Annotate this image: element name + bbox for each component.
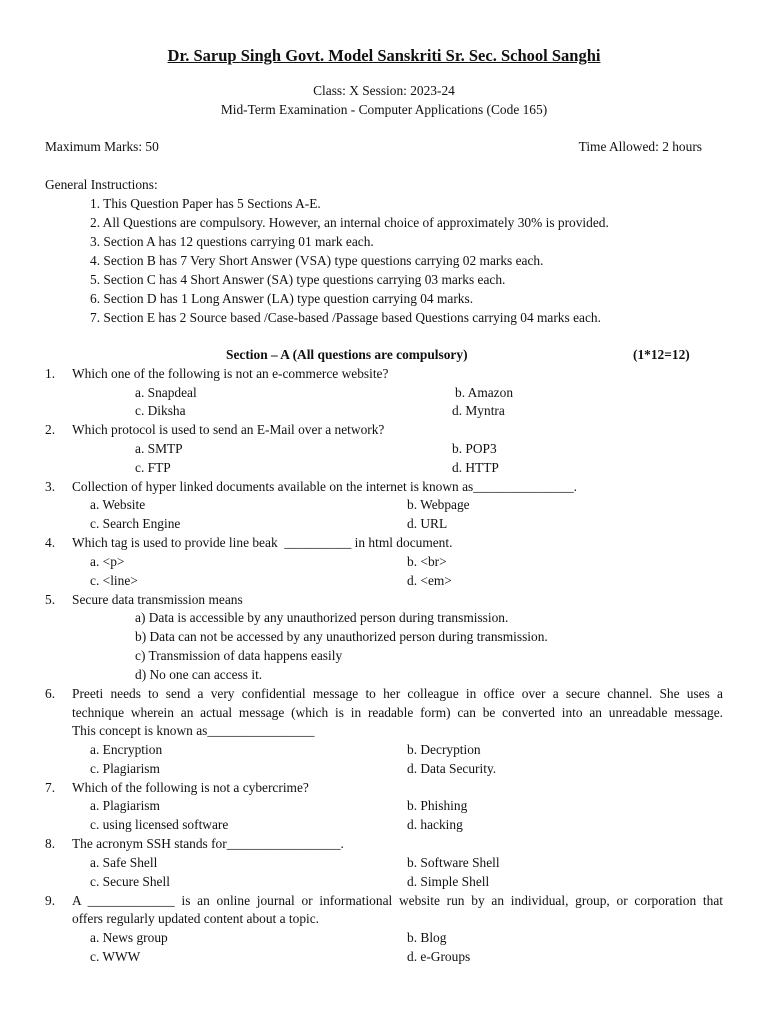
option-d: d. Data Security.: [407, 761, 497, 776]
question-1: [0, 366, 768, 384]
option-d: d. Simple Shell: [407, 874, 490, 889]
option-c: c. Diksha: [135, 403, 186, 418]
option-d: d. <em>: [407, 573, 452, 588]
instruction-item: 5. Section C has 4 Short Answer (SA) type questions carrying 03 marks each.: [90, 272, 506, 287]
option-a: a. Website: [90, 497, 146, 512]
question-number: 4.: [45, 535, 56, 550]
option-b: b. POP3: [452, 441, 497, 456]
maximum-marks: Maximum Marks: 50: [45, 139, 159, 154]
question-2: [0, 422, 768, 440]
option-b: b. <br>: [407, 554, 447, 569]
instruction-item: 4. Section B has 7 Very Short Answer (VSA) type questions carrying 02 marks each.: [90, 253, 544, 268]
question-text: Which tag is used to provide line beak __________ in html document.: [72, 535, 453, 550]
option-c: c. FTP: [135, 460, 171, 475]
option-a: a. Safe Shell: [90, 855, 158, 870]
option-b: b. Decryption: [407, 742, 481, 757]
option-c: c. Plagiarism: [90, 761, 160, 776]
option-a: a. Encryption: [90, 742, 163, 757]
option-d: d. hacking: [407, 817, 463, 832]
question-4: [0, 535, 768, 553]
option-d: d. Myntra: [452, 403, 505, 418]
question-text-line: technique wherein an actual message (which is in readable form) can be converted into an unreadable message.: [72, 705, 723, 720]
exam-title: Mid-Term Examination - Computer Applications (Code 165): [220, 102, 548, 117]
question-text: Secure data transmission means: [72, 592, 243, 607]
question-text-line: Preeti needs to send a very confidential message to her colleague in office over a secure channel. She uses a: [72, 686, 723, 701]
question-text: Which protocol is used to send an E-Mail over a network?: [72, 422, 385, 437]
question-5: [0, 592, 768, 610]
option-b: b. Webpage: [407, 497, 470, 512]
question-text: Which of the following is not a cybercrime?: [72, 780, 309, 795]
option-c: c. Search Engine: [90, 516, 181, 531]
option-a: a. Snapdeal: [135, 385, 197, 400]
option-c: c. WWW: [90, 949, 141, 964]
question-3: [0, 479, 768, 497]
question-text: The acronym SSH stands for_________________.: [72, 836, 344, 851]
question-number: 6.: [45, 686, 56, 701]
option-a: a. Plagiarism: [90, 798, 160, 813]
option-d: d) No one can access it.: [135, 667, 263, 682]
question-number: 7.: [45, 780, 56, 795]
option-b: b. Blog: [407, 930, 447, 945]
question-number: 2.: [45, 422, 56, 437]
section-a-title: Section – A (All questions are compulsory): [226, 347, 468, 362]
instructions-heading: General Instructions:: [45, 177, 158, 192]
option-d: d. URL: [407, 516, 448, 531]
option-d: d. e-Groups: [407, 949, 471, 964]
question-text-line: A _____________ is an online journal or informational website run by an individual, group, or corporation that: [72, 893, 723, 908]
question-number: 5.: [45, 592, 56, 607]
option-a: a. <p>: [90, 554, 125, 569]
question-number: 1.: [45, 366, 56, 381]
question-text: Collection of hyper linked documents available on the internet is known as_______________.: [72, 479, 578, 494]
option-d: d. HTTP: [452, 460, 499, 475]
instruction-item: 7. Section E has 2 Source based /Case-based /Passage based Questions carrying 04 marks each.: [90, 310, 601, 325]
option-c: c. <line>: [90, 573, 138, 588]
instruction-item: 3. Section A has 12 questions carrying 01 mark each.: [90, 234, 374, 249]
option-b: b) Data can not be accessed by any unauthorized person during transmission.: [135, 629, 548, 644]
question-number: 8.: [45, 836, 56, 851]
instruction-item: 2. All Questions are compulsory. However, an internal choice of approximately 30% is provided.: [90, 215, 609, 230]
option-a: a. News group: [90, 930, 168, 945]
option-a: a. SMTP: [135, 441, 183, 456]
question-number: 3.: [45, 479, 56, 494]
option-c: c. using licensed software: [90, 817, 229, 832]
question-text-line: This concept is known as________________: [72, 723, 315, 738]
question-text-line: offers regularly updated content about a topic.: [72, 911, 320, 926]
question-8: [0, 836, 768, 854]
option-b: b. Software Shell: [407, 855, 500, 870]
section-a-marks: (1*12=12): [633, 347, 690, 362]
time-allowed: Time Allowed: 2 hours: [578, 139, 702, 154]
instruction-item: 1. This Question Paper has 5 Sections A-E.: [90, 196, 321, 211]
option-c: c. Secure Shell: [90, 874, 170, 889]
instruction-item: 6. Section D has 1 Long Answer (LA) type question carrying 04 marks.: [90, 291, 474, 306]
question-7: [0, 780, 768, 798]
question-text: Which one of the following is not an e-commerce website?: [72, 366, 389, 381]
class-session: Class: X Session: 2023-24: [313, 83, 455, 98]
question-number: 9.: [45, 893, 56, 908]
option-c: c) Transmission of data happens easily: [135, 648, 343, 663]
school-title: Dr. Sarup Singh Govt. Model Sanskriti Sr. Sec. School Sanghi: [167, 46, 601, 65]
option-a: a) Data is accessible by any unauthorized person during transmission.: [135, 610, 509, 625]
option-b: b. Amazon: [455, 385, 514, 400]
option-b: b. Phishing: [407, 798, 468, 813]
